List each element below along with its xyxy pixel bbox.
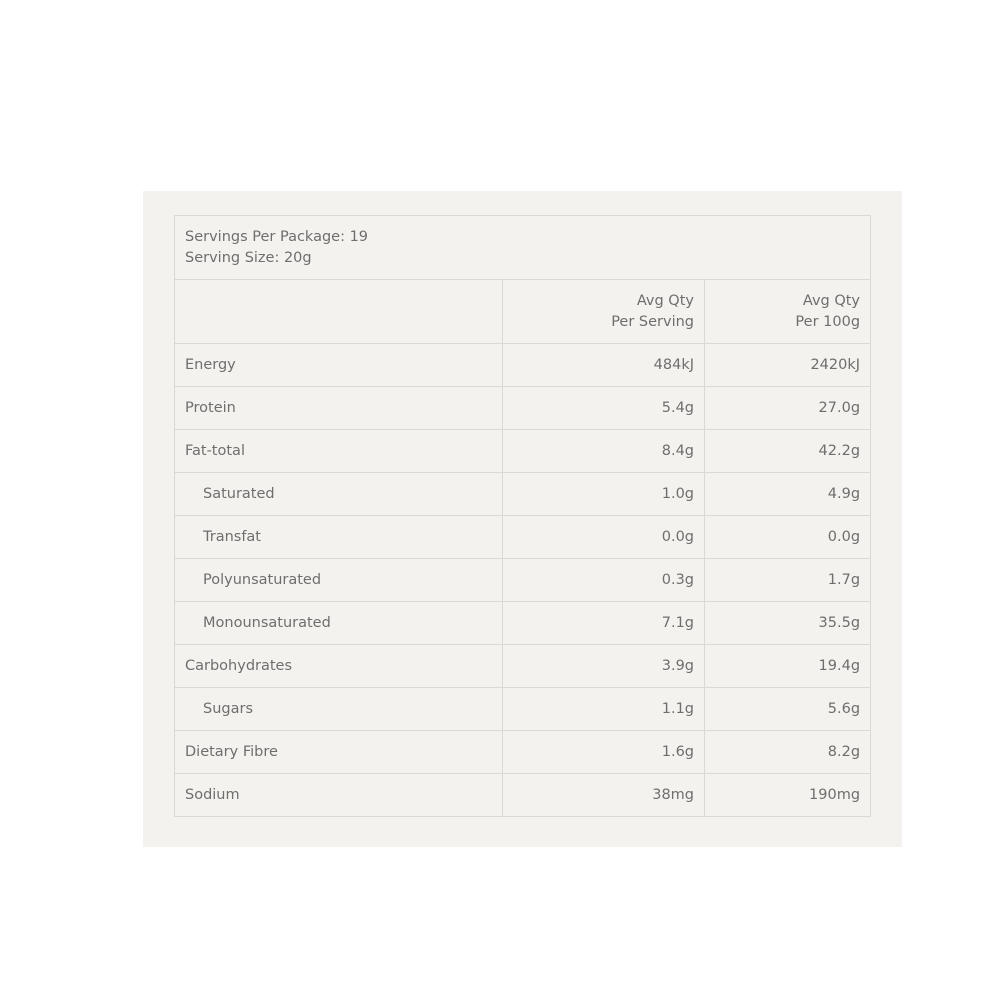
per-serving-value: 7.1g bbox=[503, 602, 705, 645]
nutrient-name: Protein bbox=[175, 387, 503, 430]
header-per-serving-line1: Avg Qty bbox=[636, 292, 694, 309]
nutrition-table bbox=[174, 215, 871, 817]
nutrient-name: Dietary Fibre bbox=[175, 731, 503, 774]
header-per-100g bbox=[705, 280, 871, 344]
nutrient-name: Transfat bbox=[175, 516, 503, 559]
per-100g-value: 2420kJ bbox=[705, 344, 871, 387]
per-serving-value: 8.4g bbox=[503, 430, 705, 473]
header-per-100g-line2: Per 100g bbox=[795, 313, 861, 330]
table-row bbox=[175, 387, 871, 430]
table-row bbox=[175, 473, 871, 516]
nutrition-panel bbox=[143, 191, 902, 847]
table-row bbox=[175, 516, 871, 559]
nutrient-name: Sugars bbox=[175, 688, 503, 731]
servings-info-cell bbox=[175, 216, 871, 280]
per-100g-value: 42.2g bbox=[705, 430, 871, 473]
header-per-100g-line1: Avg Qty bbox=[802, 292, 861, 309]
per-100g-value: 1.7g bbox=[705, 559, 871, 602]
table-row bbox=[175, 688, 871, 731]
nutrient-name: Polyunsaturated bbox=[175, 559, 503, 602]
servings-per-package: Servings Per Package: 19 bbox=[185, 229, 369, 245]
nutrient-name: Saturated bbox=[175, 473, 503, 516]
per-serving-value: 5.4g bbox=[503, 387, 705, 430]
nutrient-name: Energy bbox=[175, 344, 503, 387]
serving-size: Serving Size: 20g bbox=[185, 250, 312, 266]
per-100g-value: 5.6g bbox=[705, 688, 871, 731]
column-header-row bbox=[175, 280, 871, 344]
table-row bbox=[175, 344, 871, 387]
per-serving-value: 38mg bbox=[503, 774, 705, 817]
table-row bbox=[175, 774, 871, 817]
per-serving-value: 0.0g bbox=[503, 516, 705, 559]
per-serving-value: 484kJ bbox=[503, 344, 705, 387]
table-row bbox=[175, 559, 871, 602]
per-100g-value: 27.0g bbox=[705, 387, 871, 430]
per-serving-value: 0.3g bbox=[503, 559, 705, 602]
per-100g-value: 19.4g bbox=[705, 645, 871, 688]
table-row bbox=[175, 645, 871, 688]
per-serving-value: 3.9g bbox=[503, 645, 705, 688]
nutrient-name: Fat-total bbox=[175, 430, 503, 473]
per-100g-value: 35.5g bbox=[705, 602, 871, 645]
nutrient-name: Carbohydrates bbox=[175, 645, 503, 688]
nutrient-name: Sodium bbox=[175, 774, 503, 817]
per-100g-value: 8.2g bbox=[705, 731, 871, 774]
header-per-serving bbox=[503, 280, 705, 344]
per-serving-value: 1.6g bbox=[503, 731, 705, 774]
per-100g-value: 190mg bbox=[705, 774, 871, 817]
table-row bbox=[175, 602, 871, 645]
nutrient-name: Monounsaturated bbox=[175, 602, 503, 645]
header-per-serving-line2: Per Serving bbox=[611, 313, 694, 330]
header-blank-cell bbox=[175, 280, 503, 344]
per-100g-value: 4.9g bbox=[705, 473, 871, 516]
servings-info-row bbox=[175, 216, 871, 280]
table-row bbox=[175, 731, 871, 774]
per-serving-value: 1.0g bbox=[503, 473, 705, 516]
per-100g-value: 0.0g bbox=[705, 516, 871, 559]
per-serving-value: 1.1g bbox=[503, 688, 705, 731]
table-row bbox=[175, 430, 871, 473]
